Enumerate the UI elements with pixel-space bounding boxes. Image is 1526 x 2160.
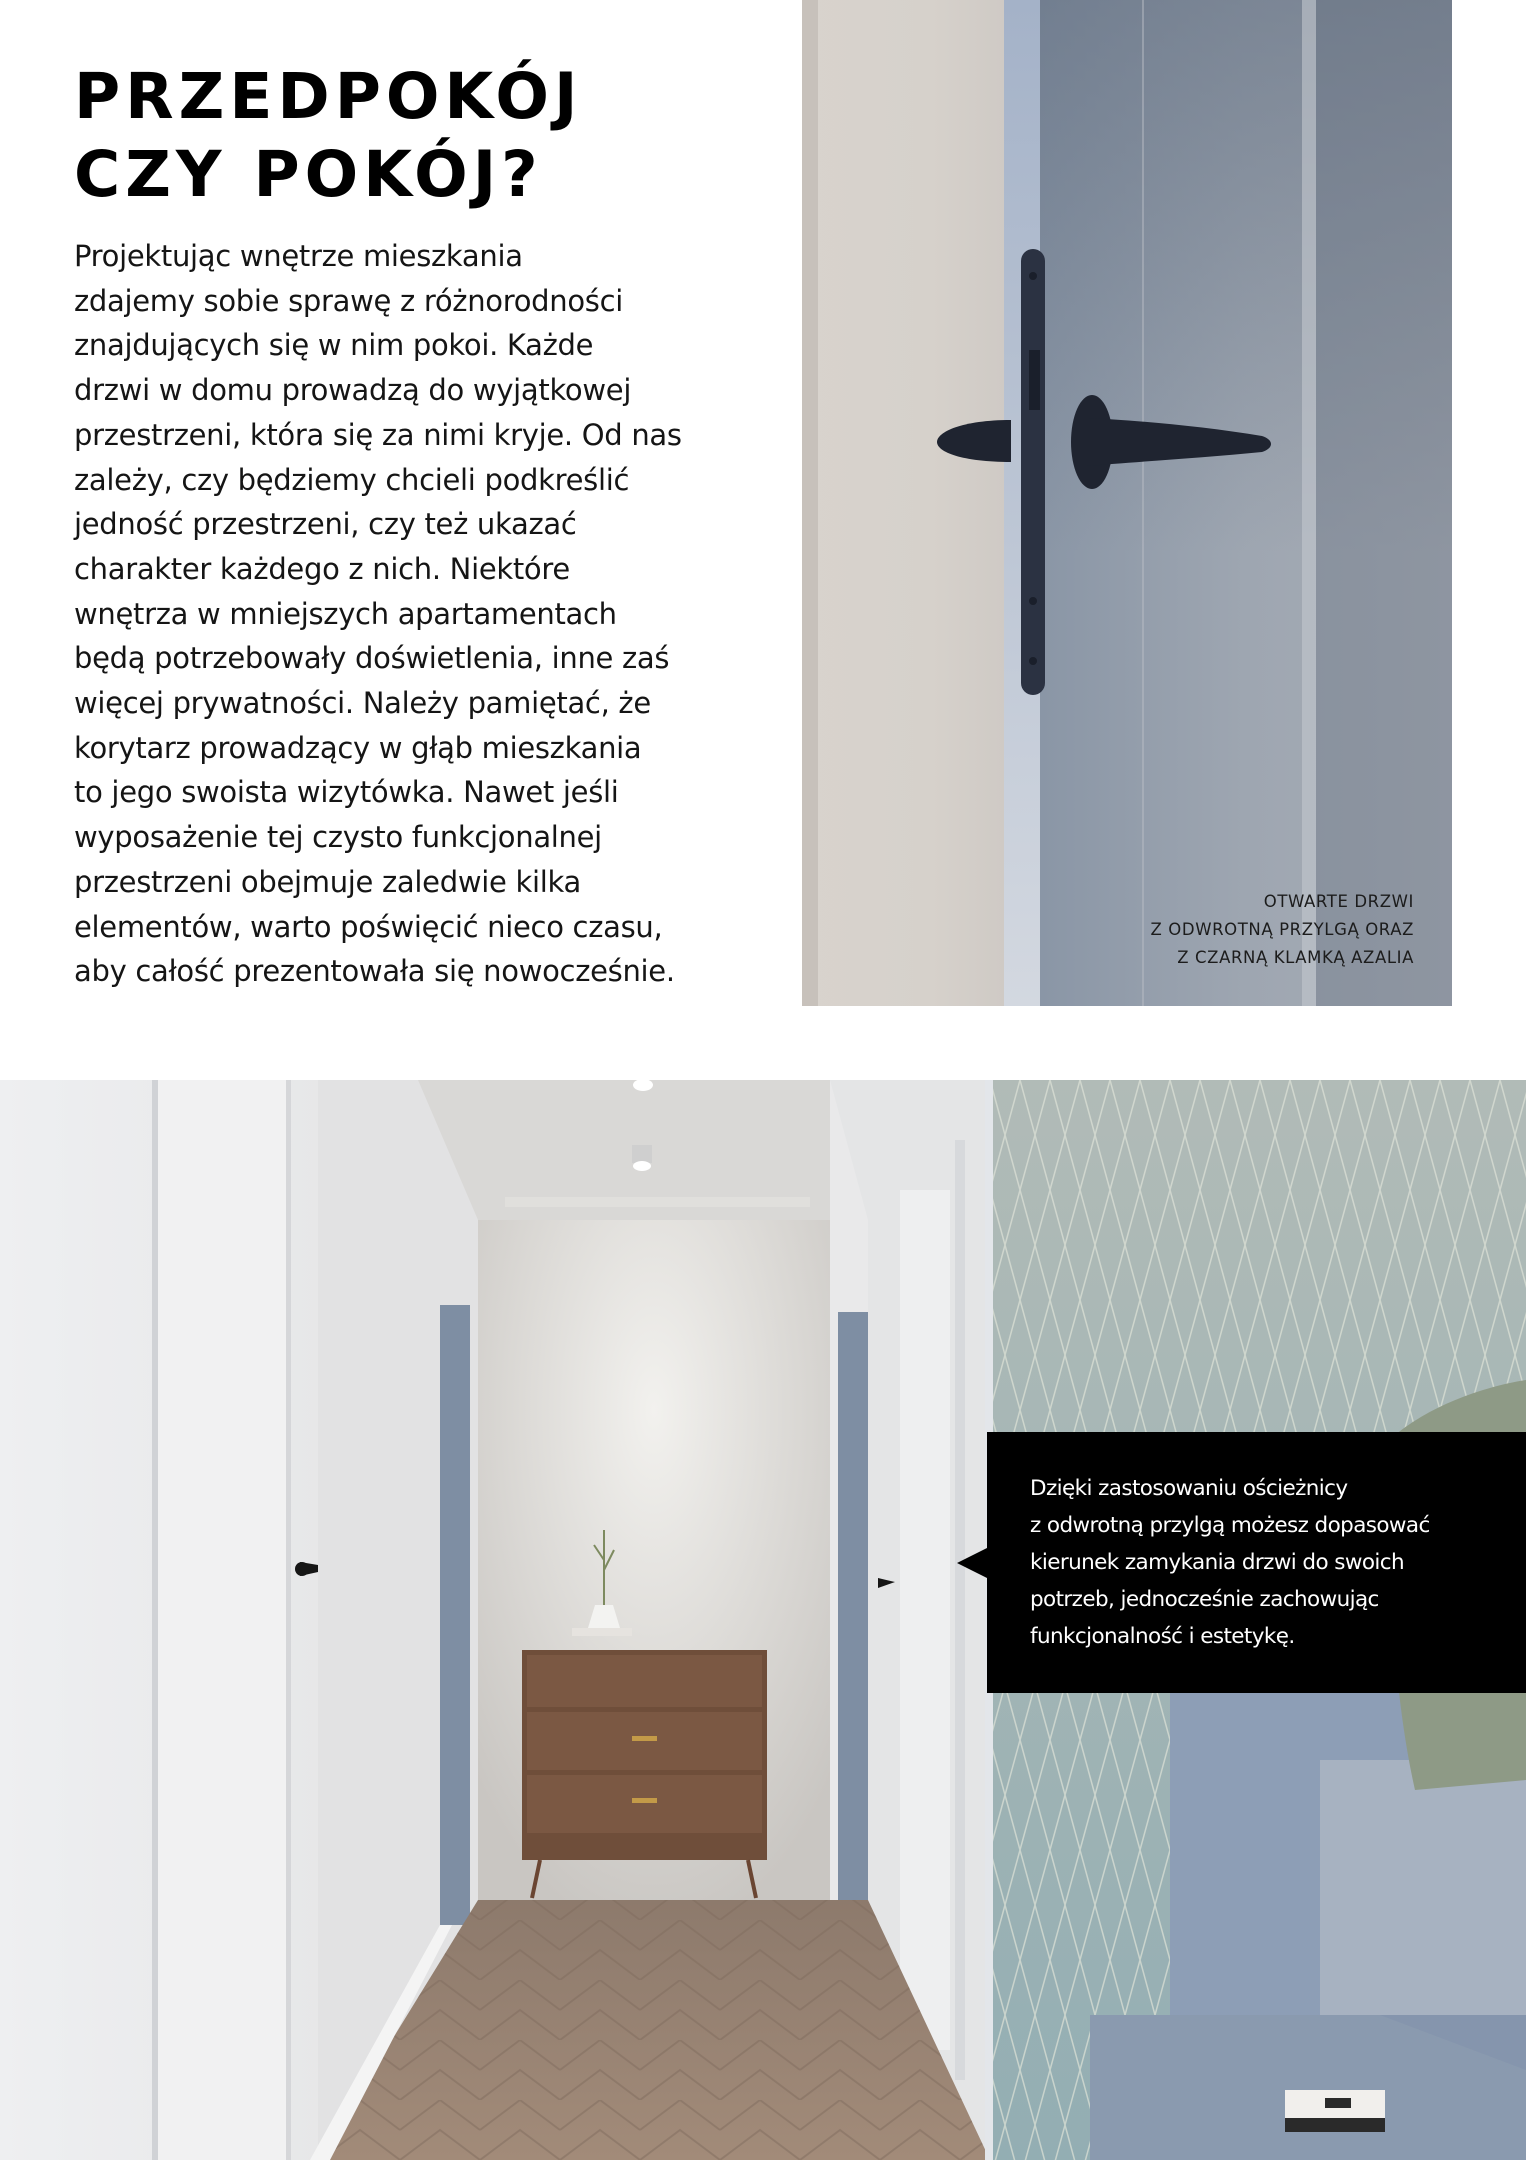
door-illustration: [802, 0, 1452, 1006]
callout-line: kierunek zamykania drzwi do swoich: [1030, 1550, 1405, 1575]
callout-line: Dzięki zastosowaniu ościeżnicy: [1030, 1476, 1348, 1501]
drawer-knob: [632, 1736, 657, 1741]
callout-line: funkcjonalność i estetykę.: [1030, 1624, 1295, 1649]
paragraph-line: zależy, czy będziemy chcieli podkreślić: [74, 462, 630, 497]
paragraph-line: drzwi w domu prowadzą do wyjątkowej: [74, 373, 632, 408]
caption-line: Z ODWROTNĄ PRZYLGĄ ORAZ: [1150, 920, 1414, 939]
drawer-knob: [632, 1798, 657, 1803]
intro-paragraph: [74, 234, 774, 994]
side-doorway: [440, 1305, 470, 1925]
paragraph-line: wnętrza w mniejszych apartamentach: [74, 596, 617, 631]
paragraph-line: jedność przestrzeni, czy też ukazać: [74, 507, 577, 542]
paragraph-line: zdajemy sobie sprawę z różnorodności: [74, 283, 623, 318]
paragraph-line: będą potrzebowały doświetlenia, inne zaś: [74, 641, 670, 676]
door-panel-line: [1302, 0, 1316, 1006]
title-line: CZY POKÓJ?: [74, 138, 543, 211]
paragraph-line: elementów, warto poświęcić nieco czasu,: [74, 909, 663, 944]
callout-pointer-icon: [957, 1548, 987, 1578]
callout-text: [1030, 1470, 1430, 1655]
callout-line: potrzeb, jednocześnie zachowując: [1030, 1587, 1379, 1612]
handle-back-icon: [937, 420, 1011, 462]
caption-line: Z CZARNĄ KLAMKĄ AZALIA: [1177, 948, 1414, 967]
paragraph-line: Projektując wnętrze mieszkania: [74, 239, 523, 273]
door-photo: [802, 0, 1452, 1006]
info-callout: [987, 1432, 1526, 1693]
caption-line: OTWARTE DRZWI: [1263, 892, 1414, 911]
paragraph-line: korytarz prowadzący w głąb mieszkania: [74, 730, 642, 765]
lock-plate: [1021, 249, 1045, 695]
end-wall: [478, 1220, 830, 1980]
callout-line: z odwrotną przylgą możesz dopasować: [1030, 1513, 1430, 1538]
right-door: [900, 1190, 950, 2050]
page-title: [74, 58, 582, 214]
side-doorway: [838, 1312, 868, 1922]
paragraph-line: znajdujących się w nim pokoi. Każde: [74, 328, 594, 363]
paragraph-line: charakter każdego z nich. Niektóre: [74, 551, 570, 586]
paragraph-line: wyposażenie tej czysto funkcjonalnej: [74, 820, 602, 855]
left-door: [158, 1080, 288, 2160]
title-line: PRZEDPOKÓJ: [74, 60, 583, 133]
ceiling-light-icon: [633, 1161, 651, 1171]
paragraph-line: przestrzeni obejmuje zaledwie kilka: [74, 864, 581, 899]
paragraph-line: przestrzeni, która się za nimi kryje. Od nas: [74, 417, 682, 452]
paragraph-line: to jego swoista wizytówka. Nawet jeśli: [74, 775, 619, 810]
paragraph-line: aby całość prezentowała się nowocześnie.: [74, 954, 675, 989]
latch: [1029, 350, 1040, 410]
wall-shadow: [802, 0, 818, 1006]
paragraph-line: więcej prywatności. Należy pamiętać, że: [74, 686, 651, 721]
photo-caption: [1151, 888, 1414, 972]
